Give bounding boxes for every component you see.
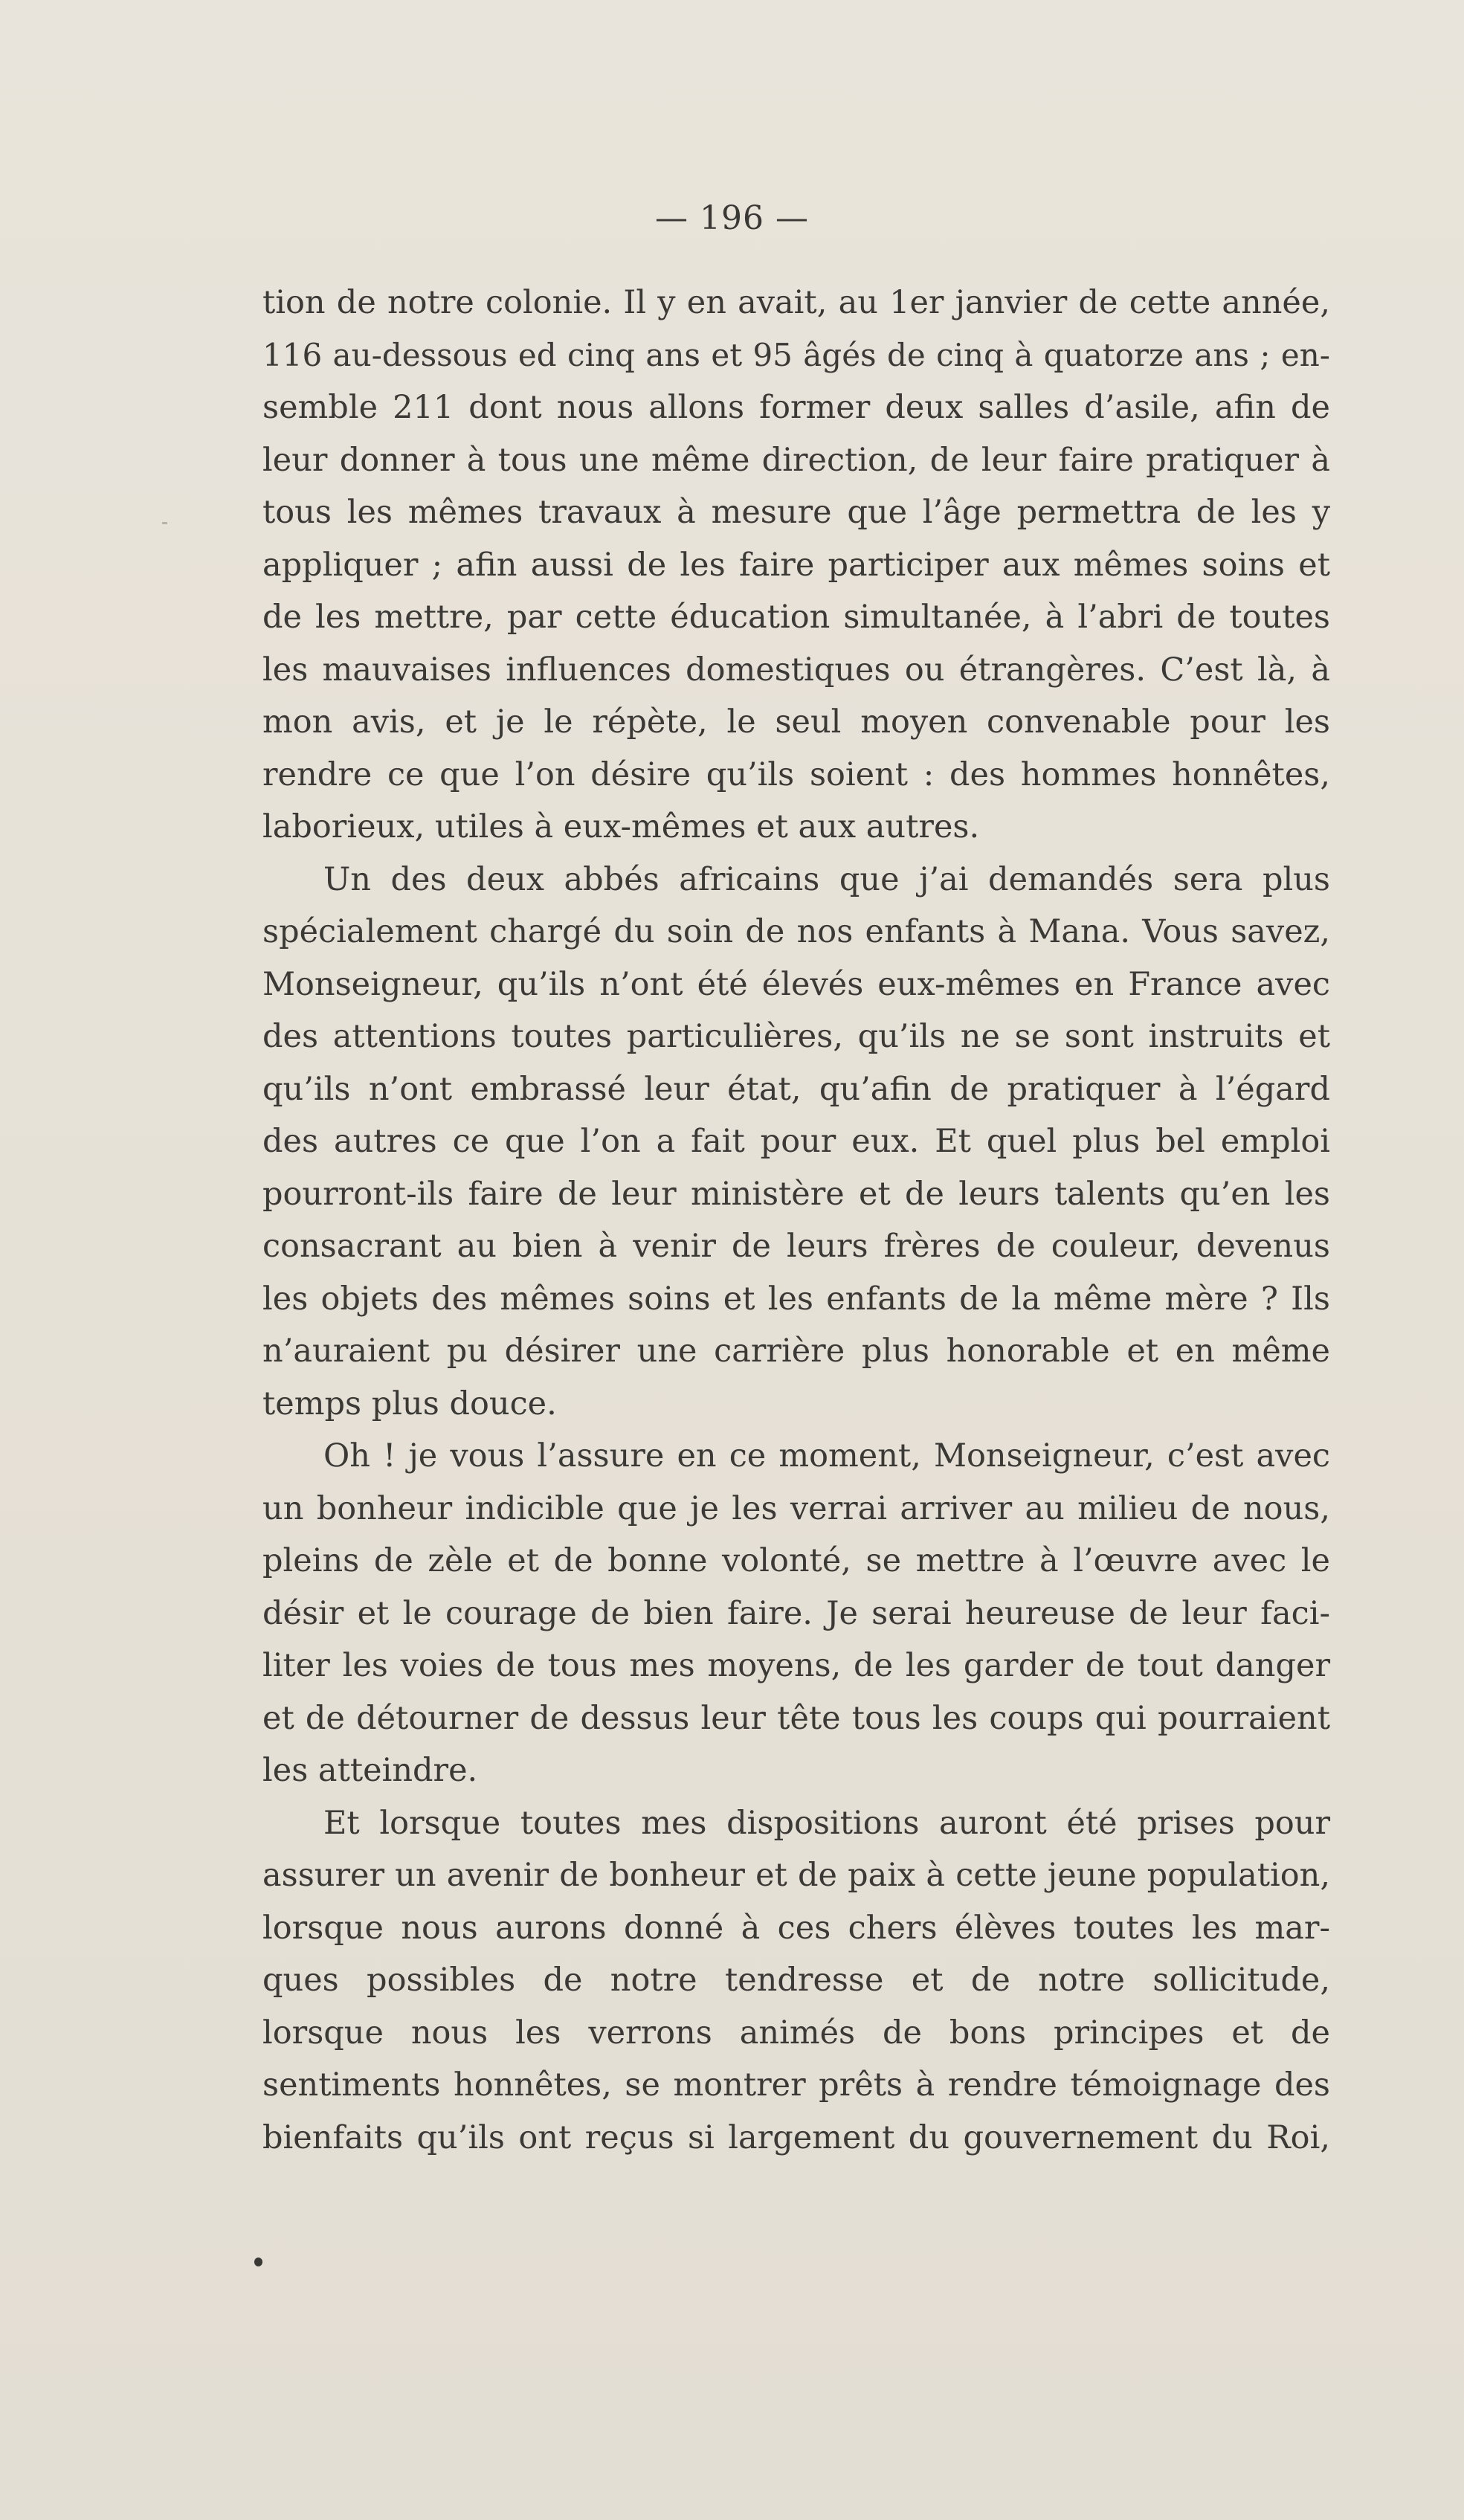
text-line: des autres ce que l’on a fait pour eux. Et quel plus bel emploi (262, 1123, 1330, 1160)
text-line: bienfaits qu’ils ont reçus si largement du gouvernement du Roi, (262, 2118, 1330, 2156)
text-line: rendre ce que l’on désire qu’ils soient : des hommes honnêtes, (262, 755, 1330, 793)
text-line: spécialement chargé du soin de nos enfants à Mana. Vous savez, (262, 913, 1330, 950)
text-line: Et lorsque toutes mes dispositions auront été prises pour (323, 1804, 1330, 1842)
text-line: mon avis, et je le répète, le seul moyen convenable pour les (262, 703, 1330, 741)
page-number: — 196 — (655, 199, 809, 237)
text-line: sentiments honnêtes, se montrer prêts à rendre témoignage des (262, 2066, 1330, 2104)
text-line: liter les voies de tous mes moyens, de les garder de tout danger (262, 1647, 1330, 1684)
text-line: les mauvaises influences domestiques ou étrangères. C’est là, à (262, 651, 1330, 689)
text-line: appliquer ; afin aussi de les faire participer aux mêmes soins et (262, 546, 1330, 584)
text-line: des attentions toutes particulières, qu’ils ne se sont instruits et (262, 1018, 1330, 1055)
text-line: désir et le courage de bien faire. Je serai heureuse de leur faci- (262, 1594, 1330, 1632)
paragraph-3 (262, 1430, 1330, 1797)
text-line: pleins de zèle et de bonne volonté, se mettre à l’œuvre avec le (262, 1542, 1330, 1579)
text-line: leur donner à tous une même direction, de leur faire pratiquer à (262, 441, 1330, 479)
text-line: Un des deux abbés africains que j’ai demandés sera plus (323, 860, 1330, 898)
text-line: un bonheur indicible que je les verrai arriver au milieu de nous, (262, 1489, 1330, 1527)
margin-mark (162, 522, 167, 524)
text-line: temps plus douce. (262, 1385, 557, 1422)
text-line: les atteindre. (262, 1752, 478, 1789)
text-line: assurer un avenir de bonheur et de paix à cette jeune population, (262, 1857, 1330, 1894)
text-line: 116 au-dessous ed cinq ans et 95 âgés de cinq à quatorze ans ; en- (262, 336, 1330, 373)
text-line: laborieux, utiles à eux-mêmes et aux autres. (262, 808, 980, 845)
ink-dot (254, 2258, 262, 2266)
text-line: les objets des mêmes soins et les enfants de la même mère ? Ils (262, 1280, 1330, 1318)
text-line: et de détourner de dessus leur tête tous les coups qui pourraient (262, 1699, 1330, 1737)
text-line: de les mettre, par cette éducation simultanée, à l’abri de toutes (262, 599, 1330, 636)
text-line: tion de notre colonie. Il y en avait, au 1er janvier de cette année, (262, 284, 1330, 321)
text-line: qu’ils n’ont embrassé leur état, qu’afin de pratiquer à l’égard (262, 1070, 1330, 1108)
paragraph-1 (262, 277, 1330, 854)
text-line: n’auraient pu désirer une carrière plus honorable et en même (262, 1332, 1330, 1370)
text-line: Monseigneur, qu’ils n’ont été élevés eux-mêmes en France avec (262, 965, 1330, 1003)
text-line: consacrant au bien à venir de leurs frères de couleur, devenus (262, 1228, 1330, 1265)
text-line: pourront-ils faire de leur ministère et de leurs talents qu’en les (262, 1175, 1330, 1213)
paragraph-4 (262, 1797, 1330, 2165)
body-text (262, 277, 1330, 2164)
text-line: Oh ! je vous l’assure en ce moment, Monseigneur, c’est avec (323, 1437, 1330, 1475)
text-line: semble 211 dont nous allons former deux salles d’asile, afin de (262, 389, 1330, 426)
text-line: tous les mêmes travaux à mesure que l’âge permettra de les y (262, 494, 1330, 531)
text-line: lorsque nous aurons donné à ces chers élèves toutes les mar- (262, 1909, 1330, 1947)
text-line: ques possibles de notre tendresse et de notre sollicitude, (262, 1962, 1330, 1999)
paragraph-2 (262, 854, 1330, 1431)
text-line: lorsque nous les verrons animés de bons principes et de (262, 2014, 1330, 2052)
